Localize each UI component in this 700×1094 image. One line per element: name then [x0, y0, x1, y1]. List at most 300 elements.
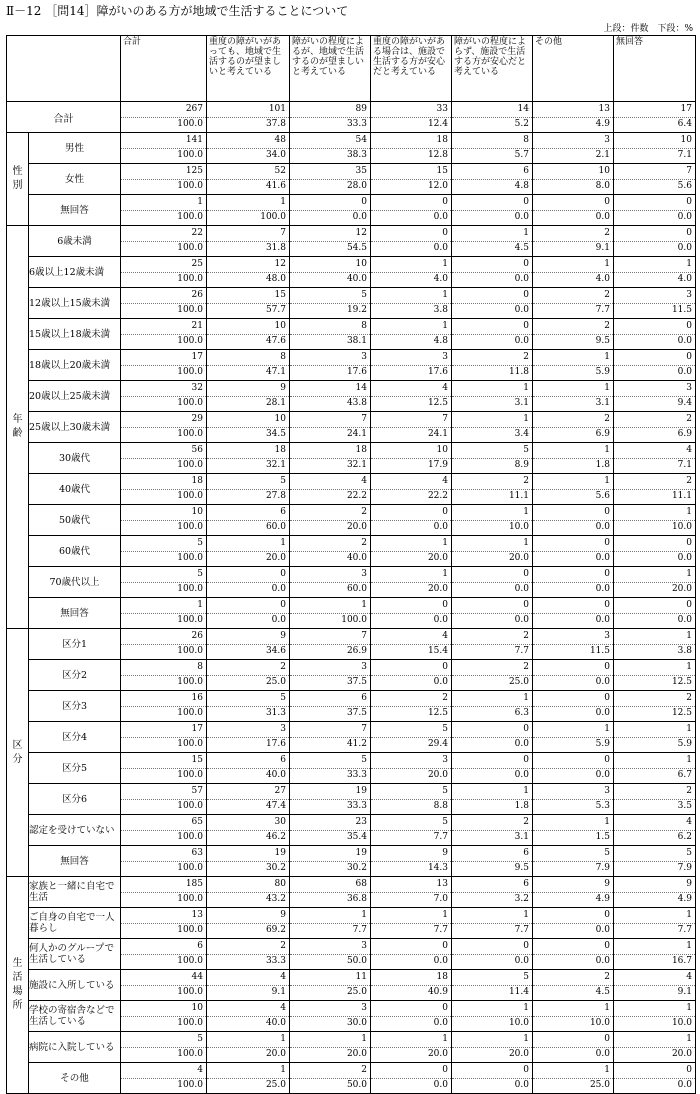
cell-values — [207, 939, 289, 969]
table-cell — [614, 1001, 696, 1032]
table-cell — [614, 412, 696, 443]
cell-count: 3 — [207, 722, 289, 738]
cell-count: 10 — [121, 1001, 206, 1017]
cell-count: 1 — [290, 908, 370, 924]
cell-values — [121, 939, 206, 969]
cell-percent: 47.6 — [265, 336, 286, 347]
cell-count: 1 — [533, 381, 613, 397]
cell-values — [452, 505, 532, 535]
cell-percent: 9.4 — [677, 398, 692, 409]
cell-count: 0 — [452, 722, 532, 738]
cell-percent: 36.8 — [346, 894, 367, 905]
cell-percent: 33.3 — [265, 956, 286, 967]
table-row — [7, 660, 696, 691]
cell-percent: 100.0 — [177, 181, 203, 192]
cell-values — [290, 939, 370, 969]
table-cell — [452, 350, 533, 381]
cell-percent: 100.0 — [177, 522, 203, 533]
cell-values — [290, 598, 370, 628]
cell-percent: 0.0 — [271, 615, 286, 626]
table-cell — [614, 505, 696, 536]
cell-values — [121, 381, 206, 411]
cell-count: 1 — [207, 1063, 289, 1079]
table-cell — [121, 381, 207, 412]
cell-percent: 0.0 — [595, 553, 610, 564]
cell-percent: 33.3 — [346, 770, 367, 781]
cell-percent: 11.1 — [508, 491, 529, 502]
table-cell — [533, 1032, 614, 1063]
table-cell — [121, 567, 207, 598]
cell-values — [533, 319, 613, 349]
cell-count: 0 — [371, 939, 451, 955]
cell-percent: 6.9 — [677, 429, 692, 440]
cell-percent: 12.5 — [671, 708, 692, 719]
table-cell — [533, 1063, 614, 1094]
cell-values — [290, 815, 370, 845]
cell-count: 1 — [371, 567, 451, 583]
table-cell — [371, 412, 452, 443]
cell-values — [121, 784, 206, 814]
cell-count: 2 — [452, 629, 532, 645]
table-cell — [121, 1063, 207, 1094]
cell-count: 3 — [290, 939, 370, 955]
cell-values — [533, 443, 613, 473]
cell-count: 0 — [614, 350, 695, 366]
cell-values — [290, 970, 370, 1000]
cell-count: 1 — [371, 257, 451, 273]
table-cell — [452, 660, 533, 691]
cell-count: 10 — [207, 319, 289, 335]
cell-percent: 0.0 — [514, 212, 529, 223]
table-cell — [290, 257, 371, 288]
cell-percent: 100.0 — [177, 553, 203, 564]
table-cell — [121, 629, 207, 660]
table-cell — [290, 133, 371, 164]
table-cell — [207, 1063, 290, 1094]
cell-values — [533, 691, 613, 721]
cell-percent: 7.7 — [514, 925, 529, 936]
cell-values — [207, 784, 289, 814]
table-cell — [614, 350, 696, 381]
table-cell — [533, 102, 614, 133]
cell-count: 0 — [614, 1063, 695, 1079]
table-cell — [533, 877, 614, 908]
table-cell — [371, 443, 452, 474]
cell-values — [290, 784, 370, 814]
cell-values — [290, 567, 370, 597]
cell-count: 1 — [614, 939, 695, 955]
cell-percent: 20.0 — [671, 584, 692, 595]
cell-values — [452, 412, 532, 442]
cell-count: 10 — [207, 412, 289, 428]
table-cell — [207, 412, 290, 443]
cell-values — [533, 381, 613, 411]
cell-count: 5 — [121, 567, 206, 583]
cell-count: 141 — [121, 133, 206, 149]
cell-count: 1 — [290, 598, 370, 614]
cell-count: 5 — [371, 722, 451, 738]
cell-count: 1 — [614, 1032, 695, 1048]
row-label: 合計 — [7, 102, 121, 133]
cell-values — [533, 133, 613, 163]
cell-values — [290, 288, 370, 318]
cell-count: 2 — [533, 412, 613, 428]
table-cell — [207, 815, 290, 846]
table-cell — [207, 350, 290, 381]
table-cell — [371, 784, 452, 815]
table-cell — [614, 846, 696, 877]
cell-values — [121, 257, 206, 287]
cell-count: 35 — [290, 164, 370, 180]
cell-percent: 40.0 — [265, 1018, 286, 1029]
cell-count: 10 — [614, 133, 695, 149]
cell-percent: 10.0 — [589, 1018, 610, 1029]
row-label: 50歳代 — [29, 505, 121, 536]
cell-percent: 100.0 — [177, 212, 203, 223]
cell-count: 0 — [452, 939, 532, 955]
cell-count: 5 — [121, 1032, 206, 1048]
cell-count: 3 — [533, 133, 613, 149]
cell-values — [614, 102, 695, 132]
cell-values — [614, 908, 695, 938]
cell-values — [452, 846, 532, 876]
table-cell — [533, 629, 614, 660]
table-cell — [371, 474, 452, 505]
table-cell — [533, 505, 614, 536]
cell-values — [207, 350, 289, 380]
table-cell — [121, 102, 207, 133]
table-cell — [452, 505, 533, 536]
header-other: その他 — [533, 36, 614, 102]
cell-count: 0 — [533, 505, 613, 521]
cell-values — [452, 815, 532, 845]
cell-count: 2 — [207, 939, 289, 955]
table-cell — [290, 102, 371, 133]
table-row — [7, 1063, 696, 1094]
cell-percent: 7.7 — [514, 646, 529, 657]
cell-percent: 0.0 — [514, 739, 529, 750]
cell-percent: 37.5 — [346, 677, 367, 688]
cell-percent: 30.2 — [346, 863, 367, 874]
table-row — [7, 164, 696, 195]
table-cell — [533, 753, 614, 784]
cell-values — [533, 1063, 613, 1093]
cell-count: 0 — [452, 319, 532, 335]
cell-count: 9 — [371, 846, 451, 862]
table-cell — [207, 195, 290, 226]
row-label: 何人かのグループで生活している — [29, 939, 121, 970]
table-cell — [290, 939, 371, 970]
cell-count: 11 — [290, 970, 370, 986]
cell-values — [614, 567, 695, 597]
row-label: 区分2 — [29, 660, 121, 691]
cell-count: 8 — [207, 350, 289, 366]
cell-percent: 32.1 — [346, 460, 367, 471]
cell-count: 6 — [207, 753, 289, 769]
table-cell — [533, 226, 614, 257]
table-cell — [614, 443, 696, 474]
cell-values — [121, 970, 206, 1000]
table-row — [7, 567, 696, 598]
table-row — [7, 815, 696, 846]
table-cell — [290, 660, 371, 691]
cell-values — [533, 877, 613, 907]
cell-percent: 12.5 — [427, 398, 448, 409]
cell-percent: 15.4 — [427, 646, 448, 657]
table-cell — [290, 536, 371, 567]
cell-values — [452, 226, 532, 256]
cell-percent: 11.5 — [671, 305, 692, 316]
cell-values — [121, 722, 206, 752]
table-row — [7, 226, 696, 257]
cell-count: 10 — [121, 505, 206, 521]
cell-percent: 34.6 — [265, 646, 286, 657]
cell-count: 3 — [371, 753, 451, 769]
cell-percent: 100.0 — [177, 956, 203, 967]
cell-percent: 1.5 — [595, 832, 610, 843]
cell-count: 3 — [614, 381, 695, 397]
table-cell — [452, 474, 533, 505]
table-row — [7, 443, 696, 474]
cell-values — [533, 939, 613, 969]
cell-count: 0 — [371, 195, 451, 211]
cell-percent: 32.1 — [265, 460, 286, 471]
cell-values — [207, 753, 289, 783]
table-cell — [533, 474, 614, 505]
cell-count: 2 — [533, 319, 613, 335]
cell-values — [121, 164, 206, 194]
table-cell — [121, 133, 207, 164]
cell-count: 1 — [121, 195, 206, 211]
cell-percent: 0.0 — [514, 956, 529, 967]
cell-percent: 17.9 — [427, 460, 448, 471]
header-row — [7, 36, 696, 102]
cell-count: 1 — [533, 1063, 613, 1079]
table-cell — [533, 288, 614, 319]
cell-values — [371, 319, 451, 349]
cell-count: 4 — [121, 1063, 206, 1079]
cell-percent: 0.0 — [433, 677, 448, 688]
cell-count: 17 — [121, 722, 206, 738]
cell-count: 3 — [371, 350, 451, 366]
cell-count: 29 — [121, 412, 206, 428]
cell-count: 1 — [452, 226, 532, 242]
cell-count: 1 — [452, 412, 532, 428]
cell-percent: 100.0 — [177, 398, 203, 409]
cell-values — [614, 226, 695, 256]
cell-count: 6 — [121, 939, 206, 955]
cell-percent: 100.0 — [177, 832, 203, 843]
cell-count: 5 — [371, 784, 451, 800]
cell-percent: 20.0 — [427, 584, 448, 595]
cell-percent: 100.0 — [341, 615, 367, 626]
cell-count: 5 — [207, 691, 289, 707]
cell-count: 267 — [121, 102, 206, 118]
table-cell — [371, 226, 452, 257]
table-cell — [614, 1032, 696, 1063]
cell-values — [121, 815, 206, 845]
cell-percent: 8.8 — [433, 801, 448, 812]
table-row — [7, 784, 696, 815]
table-cell — [290, 1032, 371, 1063]
cell-count: 6 — [452, 877, 532, 893]
table-cell — [290, 505, 371, 536]
cell-percent: 40.0 — [265, 770, 286, 781]
cell-values — [371, 784, 451, 814]
cell-percent: 8.0 — [595, 181, 610, 192]
cell-count: 0 — [533, 598, 613, 614]
table-cell — [121, 815, 207, 846]
cell-values — [290, 443, 370, 473]
cell-count: 0 — [614, 536, 695, 552]
table-cell — [533, 598, 614, 629]
cell-values — [207, 102, 289, 132]
cell-percent: 0.0 — [677, 336, 692, 347]
cell-percent: 10.0 — [671, 522, 692, 533]
cell-values — [290, 412, 370, 442]
cell-percent: 47.1 — [265, 367, 286, 378]
cell-values — [452, 722, 532, 752]
cell-percent: 5.9 — [595, 739, 610, 750]
table-cell — [452, 1032, 533, 1063]
table-cell — [452, 691, 533, 722]
cell-percent: 5.6 — [595, 491, 610, 502]
cell-count: 1 — [452, 908, 532, 924]
cell-values — [207, 722, 289, 752]
cell-count: 14 — [290, 381, 370, 397]
cell-count: 13 — [371, 877, 451, 893]
cell-values — [290, 195, 370, 225]
cell-values — [371, 288, 451, 318]
cell-values — [121, 753, 206, 783]
cell-percent: 0.0 — [595, 956, 610, 967]
table-cell — [452, 846, 533, 877]
table-cell — [207, 133, 290, 164]
table-cell — [452, 908, 533, 939]
row-label: 6歳未満 — [29, 226, 121, 257]
table-cell — [121, 660, 207, 691]
cell-count: 65 — [121, 815, 206, 831]
cell-count: 6 — [452, 164, 532, 180]
cell-values — [371, 815, 451, 845]
cell-percent: 20.0 — [346, 522, 367, 533]
cell-values — [533, 505, 613, 535]
row-label: 区分3 — [29, 691, 121, 722]
cell-percent: 6.4 — [677, 119, 692, 130]
cell-count: 2 — [533, 226, 613, 242]
table-cell — [207, 474, 290, 505]
cell-values — [371, 102, 451, 132]
cell-count: 7 — [290, 412, 370, 428]
table-cell — [614, 536, 696, 567]
cell-count: 17 — [614, 102, 695, 118]
table-row — [7, 350, 696, 381]
cell-percent: 20.0 — [427, 553, 448, 564]
cell-count: 0 — [452, 288, 532, 304]
table-cell — [371, 381, 452, 412]
cell-count: 33 — [371, 102, 451, 118]
cell-percent: 60.0 — [265, 522, 286, 533]
cell-values — [121, 1001, 206, 1031]
cell-count: 30 — [207, 815, 289, 831]
row-label: 区分6 — [29, 784, 121, 815]
cell-percent: 4.8 — [433, 336, 448, 347]
cell-values — [452, 319, 532, 349]
table-cell — [533, 691, 614, 722]
cell-count: 4 — [207, 1001, 289, 1017]
cell-count: 1 — [533, 815, 613, 831]
table-cell — [290, 784, 371, 815]
cell-percent: 100.0 — [177, 243, 203, 254]
cell-values — [121, 474, 206, 504]
cell-percent: 4.0 — [595, 274, 610, 285]
cell-percent: 26.9 — [346, 646, 367, 657]
row-label: 施設に入所している — [29, 970, 121, 1001]
cell-count: 2 — [371, 691, 451, 707]
cell-values — [121, 350, 206, 380]
cell-values — [452, 195, 532, 225]
table-cell — [452, 784, 533, 815]
cell-values — [614, 660, 695, 690]
cell-percent: 7.7 — [677, 925, 692, 936]
cell-percent: 25.0 — [265, 1080, 286, 1091]
cell-values — [207, 598, 289, 628]
cell-percent: 0.0 — [595, 770, 610, 781]
table-cell — [452, 536, 533, 567]
cell-count: 2 — [452, 815, 532, 831]
table-cell — [290, 567, 371, 598]
table-cell — [290, 164, 371, 195]
cell-percent: 0.0 — [677, 1080, 692, 1091]
cell-values — [290, 226, 370, 256]
header-any-facility: 障がいの程度によらず、施設で生活する方が安心だと考えている — [452, 36, 533, 102]
cell-values — [452, 598, 532, 628]
group-label-char: 年 — [12, 414, 23, 425]
cell-values — [290, 722, 370, 752]
group-label-char: 齢 — [12, 428, 23, 439]
cell-values — [371, 474, 451, 504]
table-cell — [614, 939, 696, 970]
table-cell — [290, 908, 371, 939]
cell-count: 0 — [452, 567, 532, 583]
row-label: ご自身の自宅で一人暮らし — [29, 908, 121, 939]
table-cell — [371, 970, 452, 1001]
cell-count: 2 — [207, 660, 289, 676]
table-cell — [207, 691, 290, 722]
table-cell — [290, 474, 371, 505]
row-label: 男性 — [29, 133, 121, 164]
cell-count: 0 — [533, 195, 613, 211]
cell-percent: 9.1 — [677, 987, 692, 998]
cell-percent: 100.0 — [177, 460, 203, 471]
cell-count: 0 — [290, 195, 370, 211]
table-body — [7, 102, 696, 1094]
cell-count: 7 — [290, 722, 370, 738]
table-cell — [290, 691, 371, 722]
cell-count: 7 — [371, 412, 451, 428]
table-cell — [371, 536, 452, 567]
cell-values — [614, 939, 695, 969]
table-cell — [614, 226, 696, 257]
cell-count: 0 — [533, 536, 613, 552]
cell-percent: 20.0 — [508, 1049, 529, 1060]
header-corner — [7, 36, 121, 102]
cell-count: 1 — [614, 1001, 695, 1017]
cell-values — [533, 629, 613, 659]
cell-values — [614, 1063, 695, 1093]
table-cell — [290, 288, 371, 319]
table-cell — [121, 691, 207, 722]
